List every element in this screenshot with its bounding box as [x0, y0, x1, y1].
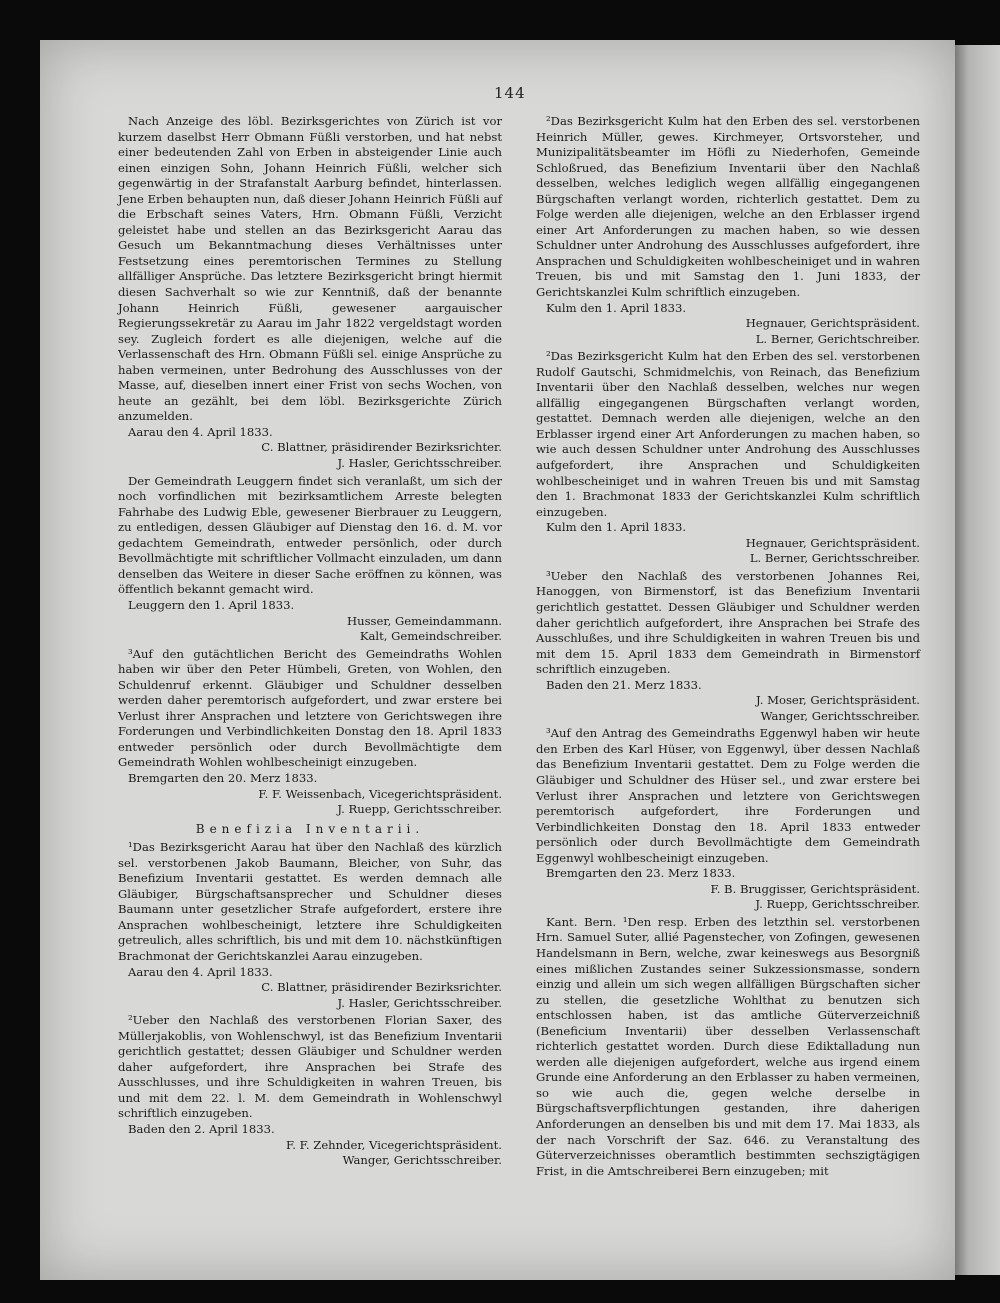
signature-line: F. F. Zehnder, Vicegerichtspräsident.: [286, 1137, 502, 1152]
notice-text: ³Auf den gutächtlichen Bericht des Gemeindraths Wohlen haben wir über den Peter Hümbeli, Greten, von Wohlen, den Schuldenruf erkennt. Gläubiger und Schuldner desselben werden daher peremtorisch aufgefordert, und zwar erstere bei Verlust ihrer Ansprachen und letztere von Gerichtswegen ihre Forderungen und Verbindlichkeiten Donstag den 18. April 1833 entweder persönlich oder durch Bevollmächtigte dem Gemeindrath Wohlen wohlbescheinigt einzugeben.: [118, 646, 502, 770]
signature-line: L. Berner, Gerichtsschreiber.: [749, 551, 920, 566]
section-heading: Benefizia Inventarii.: [195, 821, 425, 836]
notice: [118, 840, 502, 1011]
signature-line: F. B. Bruggisser, Gerichtspräsident.: [710, 881, 920, 896]
signature-line: J. Hasler, Gerichtsschreiber.: [337, 456, 502, 471]
notice-signatures: [118, 1138, 502, 1169]
notice: [536, 569, 920, 724]
signature-line: Wanger, Gerichtsschreiber.: [342, 1153, 502, 1168]
notice-dateline: Baden den 21. Merz 1833.: [546, 677, 702, 692]
notice-signatures: [536, 882, 920, 913]
notice-dateline: Aarau den 4. April 1833.: [128, 964, 273, 979]
notice: [118, 474, 502, 645]
notice-text: Kant. Bern. ¹Den resp. Erben des letzthin sel. verstorbenen Hrn. Samuel Suter, allié Pagenstecher, von Zofingen, gewesenen Handelsmann in Bern, welche, zwar keineswegs aus Besorgniß eines mißlichen Zustandes seiner Sukzessionsmasse, sondern einzig und allein um sich wegen allfälligen Bürgschaften sicher zu stellen, die gesetzliche Wohlthat zu benutzen sich entschlossen haben, ist das amtliche Güterverzeichniß (Beneficium Inventarii) über desselben Verlassenschaft richterlich gestattet worden. Durch diese Ediktalladung nun werden alle diejenigen aufgefordert, welche aus irgend einem Grunde eine Anforderung an den Erblasser zu haben vermeinen, so wie auch die, gegen welche derselbe in Bürgschaftsverpflichtungen gestanden, ihre daherigen Anforderungen an denselben bis und mit dem 17. Mai 1833, als der nach Vorschrift der Saz. 646. zu Veranstaltung des Güterverzeichnisses oberamtlich bestimmten sechszigtägigen Frist, in die Amtschreiberei Bern einzugeben; mit: [536, 914, 920, 1178]
notice-dateline: Bremgarten den 23. Merz 1833.: [546, 866, 736, 881]
notice: [118, 647, 502, 818]
notice-dateline: Kulm den 1. April 1833.: [546, 520, 687, 535]
signature-line: L. Berner, Gerichtschreiber.: [755, 331, 920, 346]
left-column: [118, 114, 502, 1171]
notice-text: ¹Das Bezirksgericht Aarau hat über den Nachlaß des kürzlich sel. verstorbenen Jakob Baumann, Bleicher, von Suhr, das Benefizium Inventarii gestattet. Es werden demnach alle Gläubiger, Bürgschaftsansprecher und Schuldner dieses Baumann unter gesetzlicher Strafe aufgefordert, erstere ihre Ansprachen wohlbescheinigt, letztere ihre Schuldigkeiten getreulich, alles schriftlich, bis und mit dem 10. nächstkünftigen Brachmonat der Gerichtskanzlei Aarau einzugeben.: [118, 840, 502, 963]
next-page-edge: [955, 45, 1000, 1275]
right-column: [536, 114, 920, 1181]
notice-text: Der Gemeindrath Leuggern findet sich veranlaßt, um sich der noch vorfindlichen mit bezirksamtlichem Arreste belegten Fahrhabe des Ludwig Eble, gewesener Bierbrauer zu Leuggern, zu entledigen, dessen Gläubiger auf Dienstag den 16. d. M. vor gedachtem Gemeindrath, entweder persönlich, oder durch Bevollmächtigte mit schriftlicher Vollmacht einzuladen, um dann denselben das Weitere in dieser Sache eröffnen zu können, was öffentlich bekannt gemacht wird.: [118, 473, 502, 597]
notice-dateline: Kulm den 1. April 1833.: [546, 300, 687, 315]
notice-dateline: Baden den 2. April 1833.: [128, 1122, 275, 1136]
notice-signatures: [118, 614, 502, 645]
signature-line: C. Blattner, präsidirender Bezirksrichter.: [261, 980, 502, 995]
notice-text: ²Das Bezirksgericht Kulm hat den Erben des sel. verstorbenen Heinrich Müller, gewes. Kirchmeyer, Ortsvorsteher, und Munizipalitätsbeamter im Höfli zu Niederhofen, Gemeinde Schloßrued, das Benefizium Inventarii über den Nachlaß desselben, welches lediglich wegen allfällig eingegangenen Bürgschaften verlangt worden, richterlich gestattet. Dem zu Folge werden alle diejenigen, welche an den Erblasser irgend einer Art Anforderungen zu machen haben, so wie dessen Schuldner unter Androhung des Ausschlusses aufgefordert, ihre Ansprachen und Schuldigkeiten wohlbescheiniget und in wahren Treuen, bis und mit Samstag den 1. Juni 1833, der Gerichtskanzlei Kulm schriftlich einzugeben.: [536, 114, 920, 300]
notice: [118, 114, 502, 472]
signature-line: F. F. Weissenbach, Vicegerichtspräsident.: [258, 786, 502, 801]
notice-text: ²Ueber den Nachlaß des verstorbenen Florian Saxer, des Müllerjakoblis, von Wohlenschwyl, ist das Benefizium Inventarii gerichtlich gestattet; dessen Gläubiger und Schuldner werden daher aufgefordert, ihre Ansprachen bei Strafe des Ausschlusses, und ihre Schuldigkeiten in wahren Treuen, bis und mit dem 22. l. M. dem Gemeindrath in Wohlenschwyl schriftlich einzugeben.: [118, 1013, 502, 1121]
signature-line: Husser, Gemeindammann.: [347, 613, 502, 628]
notice-dateline: Aarau den 4. April 1833.: [128, 424, 273, 439]
notice-signatures: [118, 787, 502, 818]
notice-signatures: [536, 536, 920, 567]
signature-line: J. Ruepp, Gerichtsschreiber.: [755, 897, 920, 912]
notice-signatures: [536, 693, 920, 724]
signature-line: Wanger, Gerichtsschreiber.: [760, 708, 920, 723]
notice-text: ³Ueber den Nachlaß des verstorbenen Johannes Rei, Hanoggen, von Birmenstorf, ist das Benefizium Inventarii gerichtlich gestattet. Dessen Gläubiger und Schuldner werden daher gerichtlich aufgefordert, ihre Ansprachen bei Strafe des Ausschlußes, und ihre Schuldigkeiten in wahren Treuen bis und mit dem 15. April 1833 dem Gemeindrath in Birmenstorf schriftlich einzugeben.: [536, 568, 920, 677]
notice: [536, 726, 920, 913]
signature-line: J. Moser, Gerichtspräsident.: [756, 693, 920, 708]
notice: [118, 1013, 502, 1168]
signature-line: J. Ruepp, Gerichtsschreiber.: [337, 802, 502, 817]
notice-text: ³Auf den Antrag des Gemeindraths Eggenwyl haben wir heute den Erben des Karl Hüser, von Eggenwyl, über dessen Nachlaß das Benefizium Inventarii gestattet. Dem zu Folge werden die Gläubiger und Schuldner des Hüser sel., und zwar erstere bei Verlust ihrer Ansprachen und letztere von Gerichtswegen peremtorisch aufgefordert, ihre Forderungen und Verbindlichkeiten Donstag den 18. April 1833 entweder persönlich oder durch Bevollmächtigte dem Gemeindrath Eggenwyl wohlbescheinigt einzugeben.: [536, 726, 920, 865]
notice-dateline: Leuggern den 1. April 1833.: [128, 597, 295, 612]
signature-line: J. Hasler, Gerichtsschreiber.: [337, 995, 502, 1010]
notice-text: Nach Anzeige des löbl. Bezirksgerichtes von Zürich ist vor kurzem daselbst Herr Obmann Füßli verstorben, und hat nebst einer bedeutenden Zahl von Erben in absteigender Linie auch einen einzigen Sohn, Johann Heinrich Füßli, welcher sich gegenwärtig in der Strafanstalt Aarburg befindet, hinterlassen. Jene Erben behaupten nun, daß dieser Johann Heinrich Füßli auf die Erbschaft seines Vaters, Hrn. Obmann Füßli, Verzicht geleistet habe und stellen an das Bezirksgericht Aarau das Gesuch um Bekanntmachung dieses Verhältnisses unter Festsetzung eines peremtorischen Termines zu Stellung allfälliger Ansprüche. Das letztere Bezirksgericht bringt hiermit diesen Sachverhalt so wie zur Kenntniß, daß der benannte Johann Heinrich Füßli, gewesener aargauischer Regierungssekretär zu Aarau im Jahr 1822 vergeldstagt worden sey. Zugleich fordert es alle diejenigen, welche auf die Verlassenschaft des Hrn. Obmann Füßli sel. einige Ansprüche zu haben vermeinen, unter Bedrohung des Ausschlusses von der Masse, auf, dieselben innert einer Frist von sechs Wochen, von heute an gezählt, bei dem löbl. Bezirksgerichte Zürich anzumelden.: [118, 114, 502, 424]
signature-line: Hegnauer, Gerichtspräsident.: [745, 316, 920, 331]
page-number: 144: [494, 84, 526, 102]
signature-line: C. Blattner, präsidirender Bezirksrichter.: [261, 440, 502, 455]
notice-text: ²Das Bezirksgericht Kulm hat den Erben des sel. verstorbenen Rudolf Gautschi, Schmidmelchis, von Reinach, das Benefizium Inventarii über den Nachlaß desselben, welches nur wegen allfällig eingegangenen Bürgschaften verlangt worden, gestattet. Demnach werden alle diejenigen, welche an den Erblasser irgend einer Art Anforderungen zu machen haben, so wie auch dessen Schuldner unter Androhung des Ausschlusses aufgefordert, ihre Ansprachen und Schuldigkeiten wohlbescheiniget und in wahren Treuen bis und mit Samstag den 1. Brachmonat 1833 der Gerichtskanzlei Kulm schriftlich einzugeben.: [536, 349, 920, 519]
notice: [536, 915, 920, 1179]
notice-signatures: [536, 316, 920, 347]
notice-signatures: [118, 440, 502, 471]
notice: [536, 349, 920, 567]
signature-line: Hegnauer, Gerichtspräsident.: [745, 535, 920, 550]
signature-line: Kalt, Gemeindschreiber.: [359, 629, 502, 644]
notice-signatures: [118, 980, 502, 1011]
notice-dateline: Bremgarten den 20. Merz 1833.: [128, 770, 318, 785]
notice: [536, 114, 920, 347]
